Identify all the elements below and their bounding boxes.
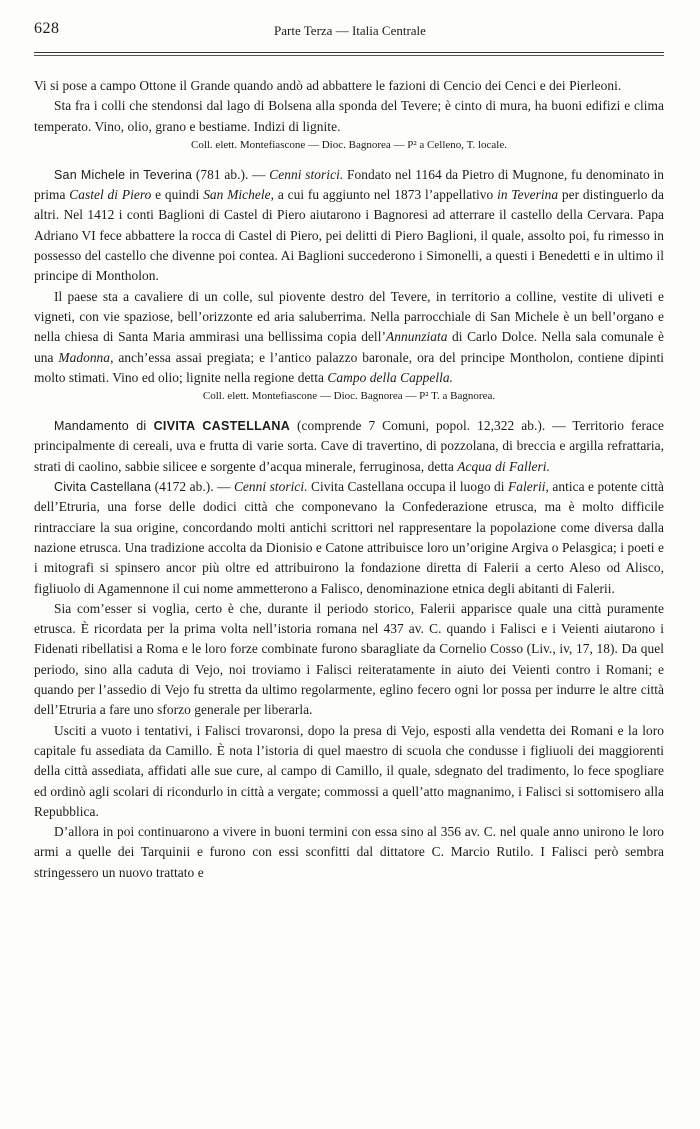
paragraph-periodo-storico: Sia com’esser si voglia, certo è che, durante il periodo storico, Falerii apparisce quale una città puramente etrusca. È ricordata per la prima volta nell’istoria romana nel 437 av. C. quando i Falisci e i Veienti aiutarono i Fidenati ribellatisi a Roma e le loro forze combinate furono sbaragliate da Cornelio Cosso (Liv., iv, 17, 18). Da quel periodo, sino alla caduta di Vejo, noi troviamo i Falisci reiteratamente in aiuto dei Veienti contro i Romani; e quando per l’assedio di Vejo fu stretta da ultimo regolarmente, eglino fecero ogni lor possa per indurre le altre città dell’Etruria a fare uno sforzo generale per liberarla. <box>34 600 664 718</box>
header-rule-thin <box>34 55 664 56</box>
page-number: 628 <box>34 20 60 37</box>
paragraph-dallora: D’allora in poi continuarono a vivere in buoni termini con essa sino al 356 av. C. nel quale anno unirono le loro armi a quelle dei Tarquinii e furono con essi sconfitti dal dittatore C. Marcio Rutilo. I Falisci però sembra stringessero un nuovo trattato e <box>34 824 664 880</box>
paragraph-mandamento: Mandamento di CIVITA CASTELLANA (comprende 7 Comuni, popol. 12,322 ab.). — Territorio ferace principalmente di cereali, uva e frutta di varie sorta. Cave di travertino, di pozzolana, di breccia e argilla refrattaria, strati di caolino, sabbie silicee e sorgente d’acqua minerale, ferruginosa, detta Acqua di Falleri. <box>34 418 664 474</box>
paragraph-san-michele: San Michele in Teverina (781 ab.). — Cenni storici. Fondato nel 1164 da Pietro di Mugnone, fu denominato in prima Castel di Piero e quindi San Michele, a cui fu aggiunto nel 1873 l’appellativo in Teverina per distinguerlo da altri. Nel 1412 i conti Baglioni di Castel di Piero aiutarono i Bagnoresi ad atterrare il castello della Cervara. Papa Adriano VI fece abbattere la rocca di Castel di Piero, pei delitti di Piero Baglioni, il quale, assolto poi, fu rimesso in possesso del castello che divenne poi contea. Ai Baglioni succederono i Simonelli, a questi i Benedetti e in ultimo il principe di Montholon. <box>34 166 664 284</box>
place-name-civita: Civita Castellana <box>54 480 152 495</box>
header-rule <box>34 52 664 53</box>
place-name-san-michele: San Michele in Teverina <box>54 167 193 182</box>
paragraph-ottone: Vi si pose a campo Ottone il Grande quando andò ad abbattere le fazioni di Cencio dei Cenci e dei Pierleoni. <box>34 78 622 93</box>
cenni-storici: Cenni storici. <box>269 166 344 182</box>
note-bagnorea: Coll. elett. Montefiascone — Dioc. Bagnorea — P² T. a Bagnorea. <box>202 390 496 403</box>
paragraph-bolsena: Sta fra i colli che stendonsi dal lago di Bolsena alla sponda del Tevere; è cinto di mura, ha buoni edifizi e clima temperato. Vino, olio, grano e bestiame. Indizi di lignite. <box>34 98 664 134</box>
mandamento-name: CIVITA CASTELLANA <box>153 419 291 434</box>
paragraph-paese: Il paese sta a cavaliere di un colle, sul piovente destro del Tevere, in territorio a colline, vestite di uliveti e vigneti, con vie spaziose, bell’orizzonte ed aria saluberrima. Nella parrocchiale di San Michele è un bell’organo e nella chiesa di Santa Maria ammirasi una bellissima copia dell’Annunziata di Carlo Dolce. Nella sala comunale è una Madonna, anch’essa assai pregiata; e l’antico palazzo baronale, ora del principe Montholon, contiene dipinti molto stimati. Vino ed olio; lignite nella regione detta Campo della Cappella. <box>34 288 664 385</box>
page-header <box>34 0 664 46</box>
paragraph-civita-castellana: Civita Castellana (4172 ab.). — Cenni storici. Civita Castellana occupa il luogo di Falerii, antica e potente città dell’Etruria, una forse delle dodici città che componevano la Confederazione etrusca, ma è molto difficile rintracciare la sua origine, concordando molti antichi scrittori nel rappresentare la popolazione come diversa dalla nazione etrusca. Una tradizione accolta da Dionisio e Catone attribuisce loro un’origine Argiva o Pelasgica; i poeti e i mitografi si spinsero ancor più oltre ed attribuirono la fondazione diretta di Falerii a certo Aleso od Alisco, figliuolo di Agamennone il cui nome ammetterono a Falisco, denominazione etnica degli abitanti di Falerii. <box>34 479 664 596</box>
running-title: Parte Terza — Italia Centrale <box>274 23 426 38</box>
paragraph-usciti: Usciti a vuoto i tentativi, i Falisci trovaronsi, dopo la presa di Vejo, esposti alla vendetta dei Romani e la loro capitale fu assediata da Camillo. È nota l’istoria di quel maestro di scuola che condusse i figliuoli dei maggiorenti della città assediata, affidati alle sue cure, al campo di Camillo, il quale, sdegnato del tradimento, lo fece spogliare ed ordinò agli scolari di ricondurlo in città a vergate; commossi a quell’atto magnanimo, i Falisci si sottomisero alla Repubblica. <box>34 722 664 819</box>
note-celleno: Coll. elett. Montefiascone — Dioc. Bagnorea — P² a Celleno, T. locale. <box>190 138 507 151</box>
